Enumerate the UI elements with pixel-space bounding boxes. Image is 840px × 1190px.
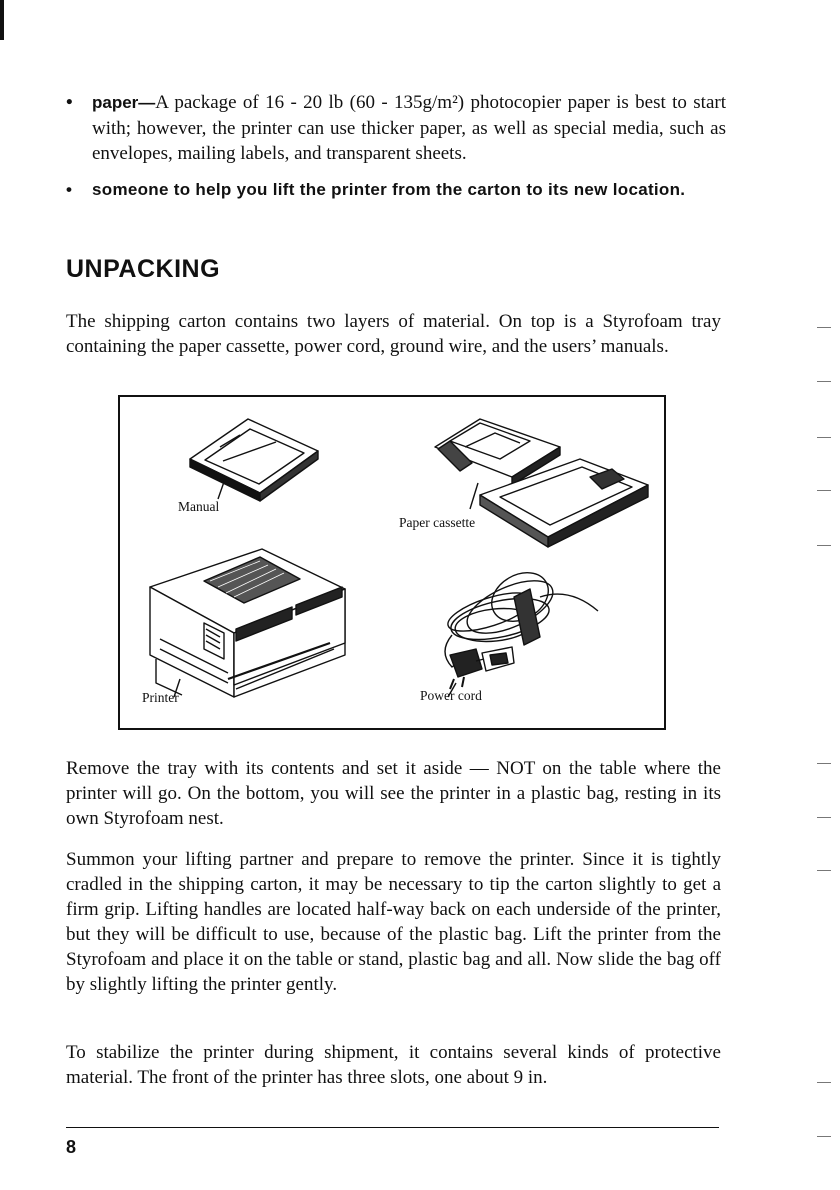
page-number: 8 (66, 1137, 77, 1157)
power-cord-illustration (444, 563, 598, 697)
section-heading: UNPACKING (66, 255, 221, 283)
bullet-text: A package of 16 - 20 lb (60 - 135g/m²) photocopier paper is best to start with; however, the printer can use thicker paper, as well as special media, such as envelopes, mailing labels, and transparent sheets. (92, 92, 726, 164)
paragraph-remove-printer: Summon your lifting partner and prepare to remove the printer. Since it is tightly cradled in the shipping carton, it may be necessary to tip the carton slightly to get a firm grip. Lifting handles are located half-way back on each underside of the printer, but they will be difficult to use, because of the plastic bag. Lift the printer from the Styrofoam and place it on the table or stand, plastic bag and all. Now slide the bag off by slightly lifting the printer gently. (66, 849, 721, 995)
scan-margin-mark (817, 870, 831, 871)
scan-margin-mark (817, 1136, 831, 1137)
scan-margin-mark (817, 1082, 831, 1083)
scan-margin-mark (817, 327, 831, 328)
scan-margin-mark (817, 817, 831, 818)
scan-margin-mark (817, 545, 831, 546)
manual-illustration (190, 419, 318, 501)
scan-margin-mark (817, 763, 831, 764)
scan-margin-mark (817, 490, 831, 491)
carton-contents-figure (118, 395, 666, 730)
paragraph-remove-tray: Remove the tray with its contents and set it aside — NOT on the table where the printer will go. On the bottom, you will see the printer in a plastic bag, resting in its own Styrofoam nest. (66, 758, 721, 829)
paragraph-stabilize: To stabilize the printer during shipment, it contains several kinds of protective material. The front of the printer has three slots, one about 9 in. (66, 1042, 721, 1088)
requirements-list (66, 90, 726, 212)
bullet-term: paper— (92, 93, 156, 112)
figure-label-manual: Manual (178, 499, 220, 514)
figure-label-printer: Printer (142, 690, 179, 705)
scan-margin-mark (817, 437, 831, 438)
footer-rule (66, 1127, 719, 1128)
printer-illustration (150, 549, 345, 697)
scan-edge-mark (0, 0, 4, 40)
paragraph-intro: The shipping carton contains two layers of material. On top is a Styrofoam tray containing the paper cassette, power cord, ground wire, and the users’ manuals. (66, 311, 721, 357)
list-item-helper (66, 177, 726, 203)
bullet-text: someone to help you lift the printer from the carton to its new location. (92, 179, 686, 199)
scan-margin-mark (817, 381, 831, 382)
list-item-paper (66, 90, 726, 167)
figure-label-paper-cassette: Paper cassette (399, 515, 476, 530)
figure-label-power-cord: Power cord (420, 688, 482, 703)
figure-illustrations (120, 397, 668, 732)
